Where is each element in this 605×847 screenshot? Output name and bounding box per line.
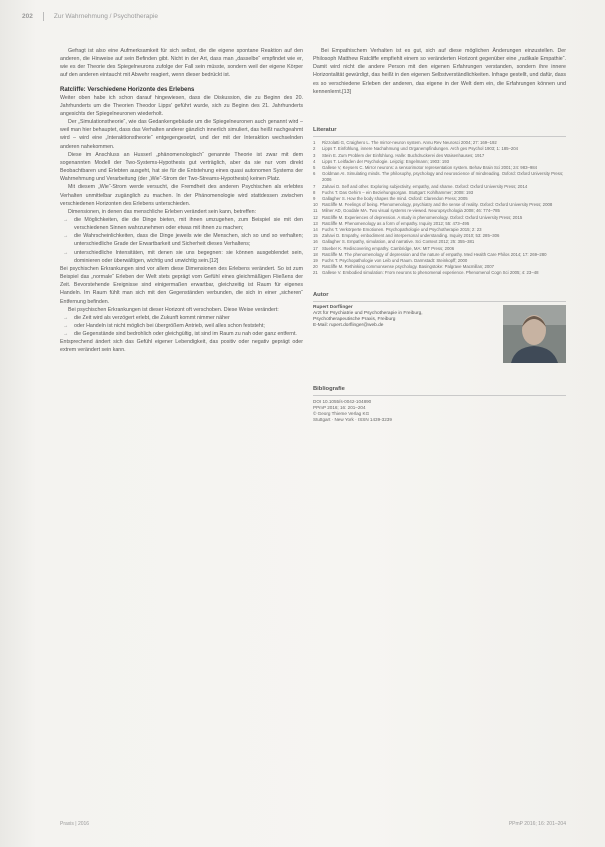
paragraph: Bei psychischen Erkrankungen ist dieser Horizont oft verschoben. Diese Weise verändert:: [68, 306, 279, 313]
reference-item: 14 Fuchs T. Verkörperte Emotionen. Psychopathologie und Psychotherapie 2015; 2: 23: [313, 226, 482, 232]
list-item: → unterschiedliche Intensitäten, mit denen sie uns begegnen: sie können ausgeblendet sein, dominieren oder überwältigen, wichtig und unwichtig sein.[12]: [74, 249, 303, 265]
left-column: [60, 47, 303, 355]
biblio-line: © Georg Thieme Verlag KG: [313, 410, 370, 416]
reference-item: 9 Gallagher S. How the body shapes the mind. Oxford: Clarendon Press; 2005: [313, 195, 468, 201]
divider: [313, 301, 566, 302]
bibliography-title: Bibliografie: [313, 385, 345, 392]
author-photo: [503, 305, 566, 363]
reference-item: 11 Milner AD, Goodale MA. Two visual systems re-viewed. Neuropsychologia 2008; 46: 774–785: [313, 208, 500, 214]
author-info: [313, 305, 423, 363]
reference-item: 1 Rizzolatti G, Craighero L. The mirror-neuron system. Annu Rev Neurosci 2004; 27: 169–192: [313, 140, 497, 146]
reference-item: 7 Zahavi D. Self and other. Exploring subjectivity, empathy, and shame. Oxford: Oxford University Press; 2014: [313, 183, 528, 189]
reference-item: 6 Goldman AI. Simulating minds. The philosophy, psychology and neuroscience of mindreading. Oxford: Oxford University Press; 2006: [313, 171, 564, 183]
divider: [313, 136, 566, 137]
list-item: → die Wahrscheinlichkeiten, dass die Dinge jeweils wie die Menschen, sich so und so verhalten; unterschiedliche Grade der Erwartbarkeit und Sicherheit dieses Verhaltens;: [74, 232, 303, 248]
list-item: → oder Handeln ist nicht möglich bei übergrößem Antrieb, weil alles schon feststeht;: [74, 322, 303, 330]
reference-item: 18 Ratcliffe M. The phenomenology of depression and the nature of empathy. Med Health Care Philos 2014; 17: 269–280: [313, 251, 547, 257]
page-number: 202: [22, 12, 33, 20]
reference-item: 4 Lipps T. Leitfaden der Psychologie. Leipzig: Engelmann; 1903: 193: [313, 158, 450, 164]
right-column: [313, 47, 566, 423]
running-header: [22, 9, 422, 23]
bibliography-block: [313, 399, 566, 423]
bullet-list-changes: [60, 314, 303, 338]
reference-item: 16 Gallagher S. Empathy, simulation, and narrative. Sci Context 2012; 25: 355–381: [313, 239, 475, 245]
author-title: Autor: [313, 291, 329, 298]
reference-item: 17 Stueber K. Rediscovering empathy. Cambridge, MA: MIT Press; 2006: [313, 245, 455, 251]
reference-list: [313, 140, 566, 276]
reference-item: 12 Ratcliffe M. Experiences of depression. A study in phenomenology. Oxford: Oxford University Press; 2015: [313, 214, 523, 220]
list-item: → die Gegenstände sind bedrohlich oder gleichgültig, ist sind im Raum zu nah oder ganz entfernt.: [74, 330, 303, 338]
paragraph: Entsprechend ändert sich das Gefühl eigener Lebendigkeit, das positiv oder negativ geprägt oder extrem verändert sein kann.: [60, 339, 303, 354]
reference-item: 13 Ratcliffe M. Phenomenology as a form of empathy. Inquiry 2012; 55: 473–495: [313, 220, 470, 226]
author-portrait-icon: [503, 305, 566, 363]
paragraph: Dimensionen, in denen das menschliche Erleben verändert sein kann, betreffen:: [68, 208, 257, 215]
reference-item: 8 Fuchs T. Das Gehirn – ein Beziehungsorgan. Stuttgart: Kohlhammer; 2008: 193: [313, 189, 474, 195]
section-heading: Ratcliffe: Verschiedene Horizonte des Erlebens: [60, 86, 195, 93]
paragraph: Mit diesem „Wie“-Strom werde versucht, die Fremdheit des anderen Psychischen als erlebtes Verhalten unmittelbar zugänglich zu machen. In der Phänomenologie wird stattdessen zwischen verschiedenen Horizonten des Erlebens unterschieden.: [60, 184, 303, 207]
paragraph: Der „Simulationstheorie“, wie das Gedankengebäude um die Spiegelneuronen auch genannt wird – weil man hier behauptet, dass das Verhalten anderer gänzlich innerlich simuliert, das heißt nachgeahmt wird – wird eine „Interaktionstheorie“ entgegengesetzt, und der mit der Interaktion wechselnden anderen nahekommen.: [60, 119, 303, 150]
reference-item: 10 Ratcliffe M. Feelings of being. Phenomenology, psychiatry and the sense of reality. Oxford: Oxford University Press; 2008: [313, 202, 553, 208]
paragraph: Weiter oben habe ich schon darauf hingewiesen, dass die Diskussion, die zu Beginn des 20. Jahrhunderts um die Theorien Theodor Lipps' geführt wurde, sich zu Beginn des 21. Jahrhunderts angesichts der Spiegelneuronen wiederholt.: [60, 94, 303, 117]
biblio-line: DOI 10.1055/s-0042-104890: [313, 398, 372, 404]
author-box: [313, 305, 566, 363]
footer-right: PPmP 2016; 16: 201–204: [508, 821, 566, 827]
author-name: Rupert Dorflinger: [313, 304, 353, 310]
biblio-line: Stuttgart · New York · ISSN 1439-3239: [313, 416, 392, 422]
reference-item: 19 Fuchs T. Psychopathologie von Leib und Raum. Darmstadt: Steinkopff; 2000: [313, 257, 468, 263]
reference-item: 5 Gallese V, Keysers C. Mirror neurons: a sensorimotor representation system. Behav Brain Sci 2001; 24: 983–984: [313, 164, 538, 170]
author-line: Psychotherapeutische Praxis, Freiburg: [313, 317, 396, 323]
list-item: → die Möglichkeiten, die die Dinge bieten, mit ihnen umzugehen, zum Beispiel sie mit den verschiedenen Sinnen wahrzunehmen oder etwas mit ihnen zu machen;: [74, 216, 303, 232]
reference-item: 2 Lipps T. Einfühlung, innere Nachahmung und Organempfindungen. Arch ges Psychol 1903; 1: 185–204: [313, 146, 519, 152]
paragraph: Bei Empathischem Verhalten ist es gut, sich auf diese möglichen Änderungen einzustellen. Der Philosoph Matthew Ratcliffe empfiehlt einem so veränderten Horizont gegenüber eine „radikale Empathie“. Damit wird nicht die andere Person mit den eigenen Erfahrungen verstanden, sondern ihre innere Horizontalität gewürdigt, das heißt in den eigenen Selbstverständlichkeiten. Infrage gestellt, und dafür, dass es so verschiedene Erleben der anderen, das eigene in der Welt dem ein, die Erfahrungen können und kennenlernt.[13]: [313, 48, 566, 95]
author-email: E-Mail: rupert.dorflinger@web.de: [313, 323, 384, 329]
reference-item: 3 Stein E. Zum Problem der Einfühlung. Halle: Buchdruckerei des Waisenhauses; 1917: [313, 152, 485, 158]
reference-item: 15 Zahavi D. Empathy, embodiment and interpersonal understanding. Inquiry 2010; 53: 285–306: [313, 233, 500, 239]
literature-title: Literatur: [313, 126, 337, 133]
list-item: → die Zeit wird als verzögert erlebt, die Zukunft kommt nimmer näher: [74, 314, 303, 322]
footer-left: Praxis | 2016: [60, 821, 90, 827]
header-divider: [43, 12, 44, 21]
divider: [313, 395, 566, 396]
author-line: Arzt für Psychiatrie und Psychotherapie in Freiburg,: [313, 310, 423, 316]
paragraph: Bei psychischen Erkrankungen sind vor allem diese Dimensionen des Erlebens verändert. So ist zum Beispiel das „normale“ Erleben der Welt stets geprägt vom Gefühl eines gleichmäßigen Fließens der Zeit. Bevorstehende Ereignisse sind einigermaßen erwartbar, gleichzeitig ist Raum für eigenes Handeln. Im Raum fühlt man sich mit den Gegenständen verbunden, die sich in einer „sicheren“ Entfernung befinden.: [60, 265, 303, 305]
reference-item: 20 Ratcliffe M. Rethinking commonsense psychology. Basingstoke: Palgrave Macmillan; 2007: [313, 264, 495, 270]
bullet-list-dimensions: [60, 216, 303, 265]
running-title: Zur Wahrnehmung / Psychotherapie: [53, 12, 159, 20]
biblio-line: PPmP 2016; 16: 201–204: [313, 404, 366, 410]
reference-item: 21 Gallese V. Embodied simulation: From neurons to phenomenal experience. Phenomenol Cogn Sci 2005; 4: 23–48: [313, 270, 539, 276]
paragraph: Diese im Anschluss an Husserl „phänomenologisch“ genannte Theorie ist zwar mit dem sogenannten Modell der Two-Systems-Hypothesis gut verträglich, aber da sie nur vom direkt Beobachtbaren und Erlebten ausgeht, hat sie für die Entstehung eines quasi autonomen Systems der Wahrnehmung und Verarbeitung (der „Wie“-Strom der Two-Streams-Hypothesis) keinen Platz.: [60, 151, 303, 183]
paragraph: Gefragt ist also eine Aufmerksamkeit für sich selbst, die die eigene spontane Reaktion auf den anderen, die Hinweise auf sein Befinden gibt. Nicht in der Art, dass man „dasselbe“ empfindet wie er, wie es der Theorie des Spiegelneurons zufolge der Fall sein müsste, sondern weil der eigene Körper auf den anderen eintaucht mit Abwehr reagiert, wenn dieser bedrückt ist.: [60, 48, 303, 79]
page-footer: [60, 821, 566, 827]
